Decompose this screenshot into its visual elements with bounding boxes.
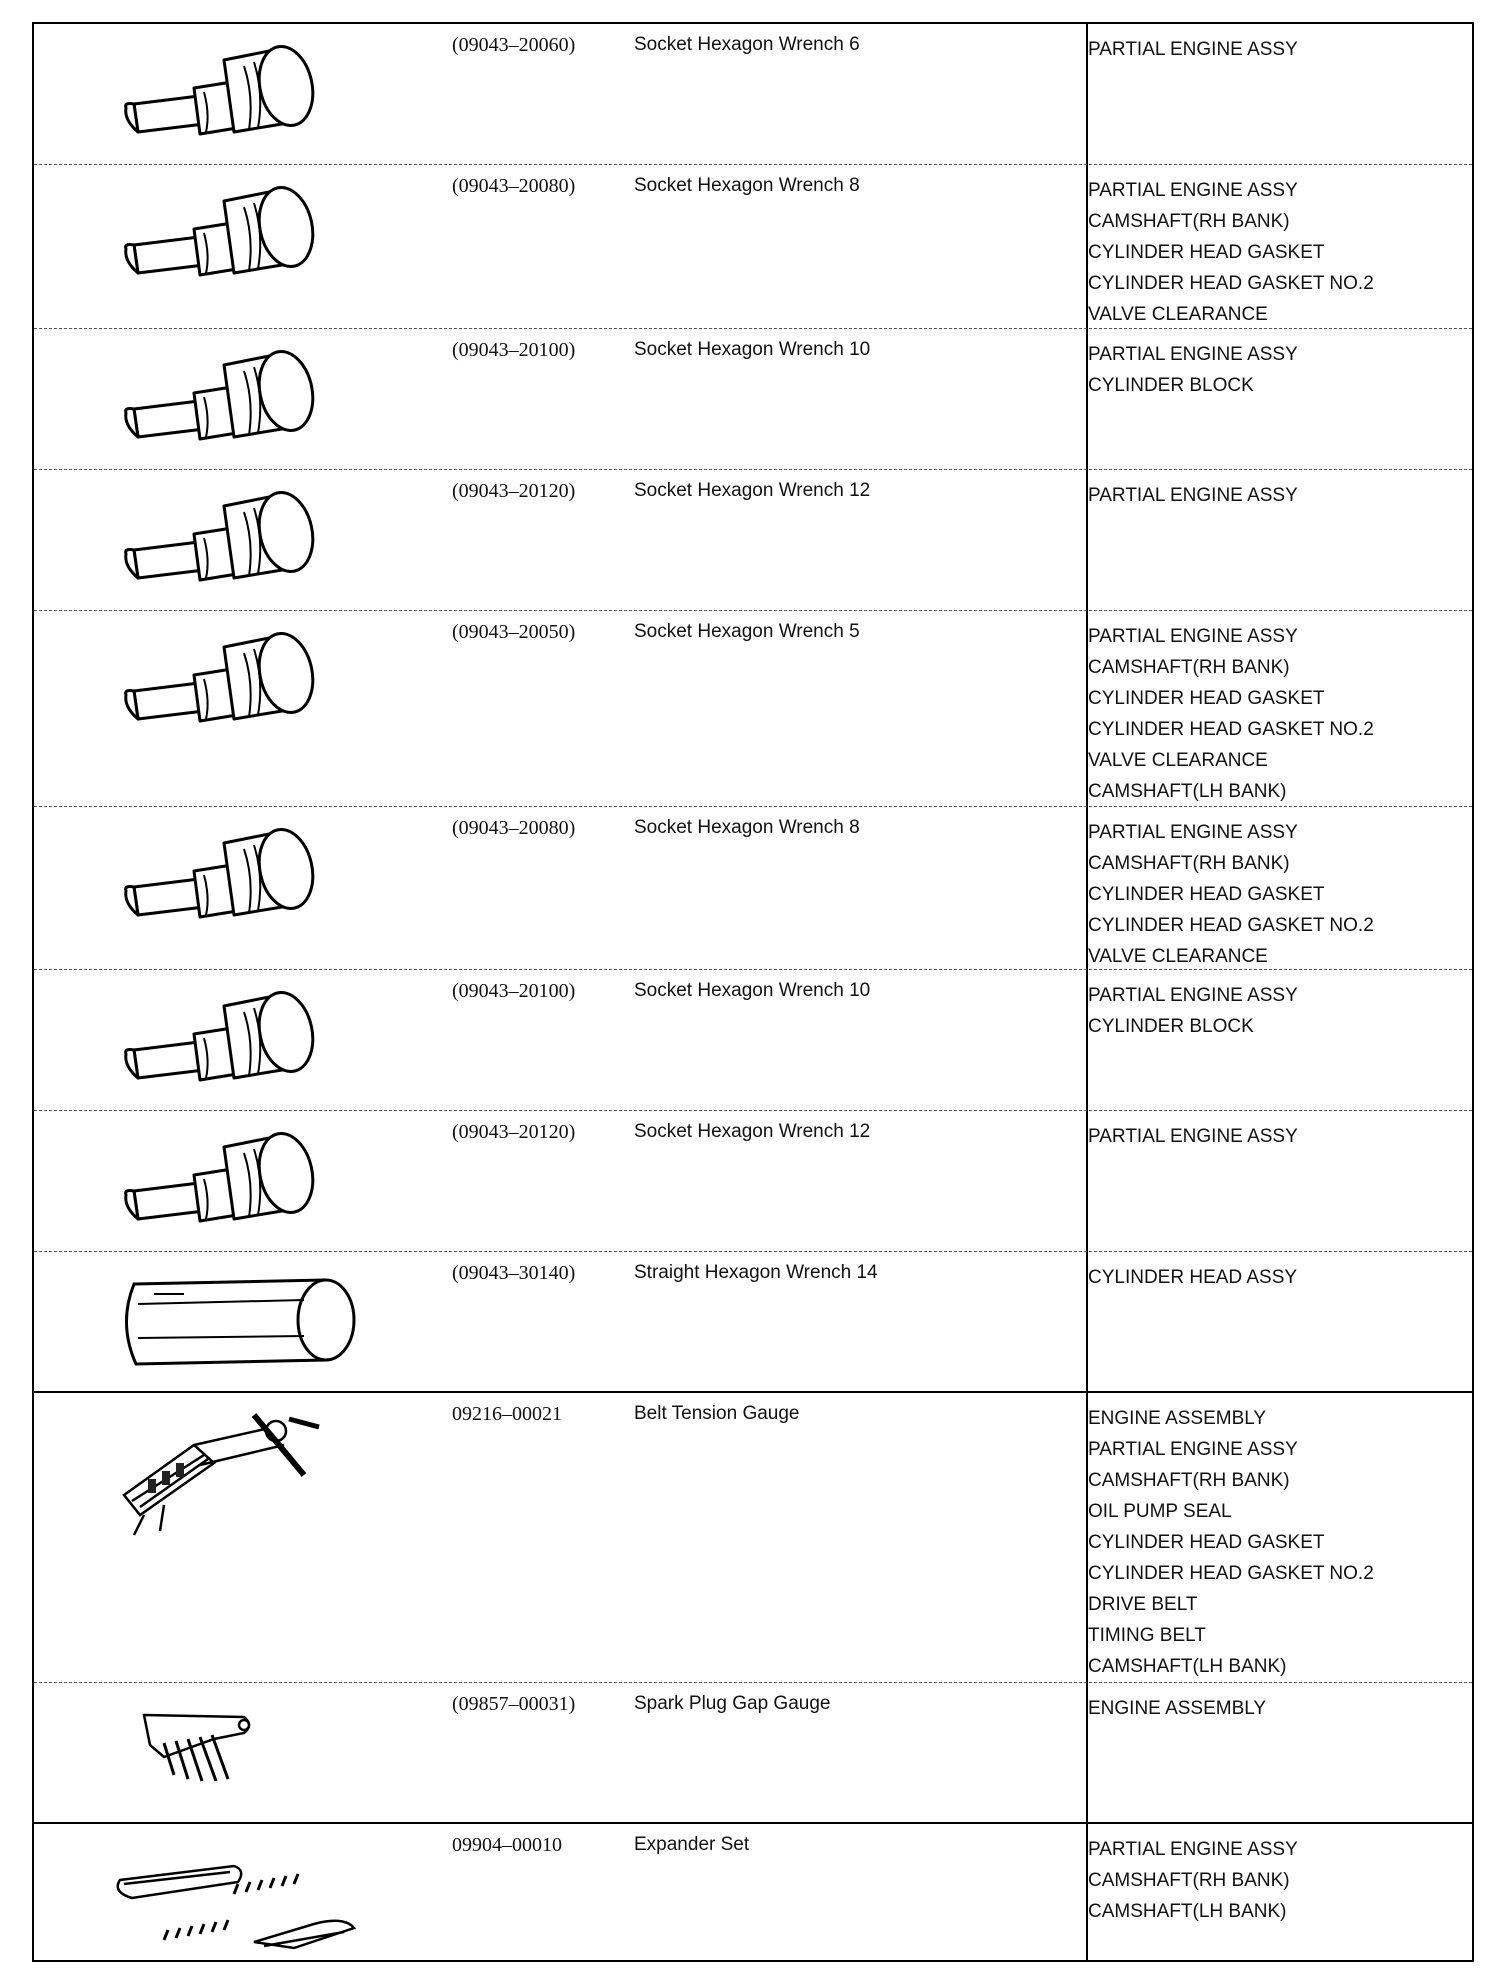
tool-description: Expander Set [634, 1834, 750, 1855]
table-row [34, 1824, 1472, 1964]
expander-set-icon [104, 1836, 364, 1966]
usage-item: DRIVE BELT [1088, 1594, 1198, 1615]
usage-item: PARTIAL ENGINE ASSY [1088, 39, 1298, 60]
part-number: (09043–20120) [452, 480, 576, 502]
part-number: (09043–20120) [452, 1121, 576, 1143]
part-number: 09904–00010 [452, 1834, 562, 1856]
straight-hexagon-wrench-icon [104, 1264, 364, 1374]
usage-list [1088, 175, 1468, 330]
usage-item: OIL PUMP SEAL [1088, 1501, 1232, 1522]
part-number: (09043–20080) [452, 817, 576, 839]
table-row [34, 329, 1472, 470]
spark-plug-gap-gauge-icon [104, 1695, 274, 1795]
socket-hexagon-wrench-icon [104, 982, 344, 1092]
table-row [34, 807, 1472, 970]
table-row [34, 1393, 1472, 1683]
usage-item: CYLINDER HEAD GASKET NO.2 [1088, 915, 1374, 936]
table-row [34, 1683, 1472, 1824]
socket-hexagon-wrench-icon [104, 177, 344, 287]
usage-item: VALVE CLEARANCE [1088, 304, 1268, 325]
tool-description: Socket Hexagon Wrench 12 [634, 1121, 871, 1142]
socket-hexagon-wrench-icon [104, 819, 344, 929]
tool-illustration [34, 1824, 454, 1964]
usage-item: CYLINDER BLOCK [1088, 1016, 1254, 1037]
usage-item: PARTIAL ENGINE ASSY [1088, 485, 1298, 506]
tool-description: Socket Hexagon Wrench 10 [634, 339, 871, 360]
usage-list [1088, 1403, 1468, 1682]
usage-item: PARTIAL ENGINE ASSY [1088, 626, 1298, 647]
usage-item: CYLINDER HEAD GASKET [1088, 1532, 1325, 1553]
part-number: (09043–20100) [452, 980, 576, 1002]
usage-item: PARTIAL ENGINE ASSY [1088, 1439, 1298, 1460]
usage-list [1088, 1693, 1468, 1724]
tool-illustration [34, 807, 454, 969]
table-row [34, 1252, 1472, 1393]
belt-tension-gauge-icon [104, 1405, 334, 1555]
usage-list [1088, 339, 1468, 401]
part-number: (09043–20100) [452, 339, 576, 361]
usage-item: CYLINDER HEAD ASSY [1088, 1267, 1298, 1288]
usage-item: PARTIAL ENGINE ASSY [1088, 344, 1298, 365]
usage-item: CAMSHAFT(RH BANK) [1088, 211, 1290, 232]
socket-hexagon-wrench-icon [104, 482, 344, 592]
usage-item: CYLINDER HEAD GASKET [1088, 884, 1325, 905]
tool-illustration [34, 611, 454, 806]
tool-description: Socket Hexagon Wrench 8 [634, 817, 860, 838]
table-row [34, 1111, 1472, 1252]
usage-item: CYLINDER HEAD GASKET [1088, 242, 1325, 263]
socket-hexagon-wrench-icon [104, 36, 344, 146]
tool-description: Socket Hexagon Wrench 6 [634, 34, 860, 55]
tool-illustration [34, 165, 454, 328]
part-number: 09216–00021 [452, 1403, 562, 1425]
usage-list [1088, 480, 1468, 511]
usage-item: PARTIAL ENGINE ASSY [1088, 1839, 1298, 1860]
tool-illustration [34, 24, 454, 164]
socket-hexagon-wrench-icon [104, 1123, 344, 1233]
tool-illustration [34, 329, 454, 469]
usage-item: ENGINE ASSEMBLY [1088, 1698, 1267, 1719]
usage-item: CYLINDER HEAD GASKET NO.2 [1088, 719, 1374, 740]
usage-item: CYLINDER HEAD GASKET NO.2 [1088, 273, 1374, 294]
part-number: (09857–00031) [452, 1693, 576, 1715]
usage-item: VALVE CLEARANCE [1088, 946, 1268, 967]
usage-item: TIMING BELT [1088, 1625, 1206, 1646]
part-number: (09043–30140) [452, 1262, 576, 1284]
usage-item: PARTIAL ENGINE ASSY [1088, 180, 1298, 201]
usage-list [1088, 621, 1468, 807]
usage-list [1088, 1262, 1468, 1293]
table-row [34, 24, 1472, 165]
usage-item: CAMSHAFT(LH BANK) [1088, 1656, 1287, 1677]
tool-illustration [34, 1393, 454, 1682]
usage-list [1088, 1834, 1468, 1927]
tool-description: Straight Hexagon Wrench 14 [634, 1262, 878, 1283]
usage-item: CYLINDER BLOCK [1088, 375, 1254, 396]
tool-description: Socket Hexagon Wrench 8 [634, 175, 860, 196]
socket-hexagon-wrench-icon [104, 341, 344, 451]
part-number: (09043–20050) [452, 621, 576, 643]
table-row [34, 970, 1472, 1111]
usage-item: CAMSHAFT(RH BANK) [1088, 853, 1290, 874]
sst-table [32, 22, 1474, 1962]
usage-list [1088, 980, 1468, 1042]
tool-description: Socket Hexagon Wrench 5 [634, 621, 860, 642]
tool-description: Belt Tension Gauge [634, 1403, 800, 1424]
usage-item: CAMSHAFT(RH BANK) [1088, 1870, 1290, 1891]
usage-list [1088, 817, 1468, 972]
tool-illustration [34, 470, 454, 610]
usage-item: PARTIAL ENGINE ASSY [1088, 985, 1298, 1006]
usage-list [1088, 1121, 1468, 1152]
usage-item: PARTIAL ENGINE ASSY [1088, 1126, 1298, 1147]
usage-item: CAMSHAFT(RH BANK) [1088, 657, 1290, 678]
tool-illustration [34, 1683, 454, 1822]
tool-illustration [34, 1111, 454, 1251]
usage-item: CAMSHAFT(LH BANK) [1088, 781, 1287, 802]
tool-description: Socket Hexagon Wrench 10 [634, 980, 871, 1001]
usage-item: CAMSHAFT(LH BANK) [1088, 1901, 1287, 1922]
table-row [34, 470, 1472, 611]
usage-item: VALVE CLEARANCE [1088, 750, 1268, 771]
tool-illustration [34, 970, 454, 1110]
usage-item: CYLINDER HEAD GASKET NO.2 [1088, 1563, 1374, 1584]
table-row [34, 611, 1472, 807]
usage-item: PARTIAL ENGINE ASSY [1088, 822, 1298, 843]
tool-description: Spark Plug Gap Gauge [634, 1693, 831, 1714]
tool-illustration [34, 1252, 454, 1391]
table-row [34, 165, 1472, 329]
usage-item: CYLINDER HEAD GASKET [1088, 688, 1325, 709]
part-number: (09043–20080) [452, 175, 576, 197]
part-number: (09043–20060) [452, 34, 576, 56]
usage-item: ENGINE ASSEMBLY [1088, 1408, 1267, 1429]
usage-item: CAMSHAFT(RH BANK) [1088, 1470, 1290, 1491]
tool-description: Socket Hexagon Wrench 12 [634, 480, 871, 501]
usage-list [1088, 34, 1468, 65]
socket-hexagon-wrench-icon [104, 623, 344, 733]
